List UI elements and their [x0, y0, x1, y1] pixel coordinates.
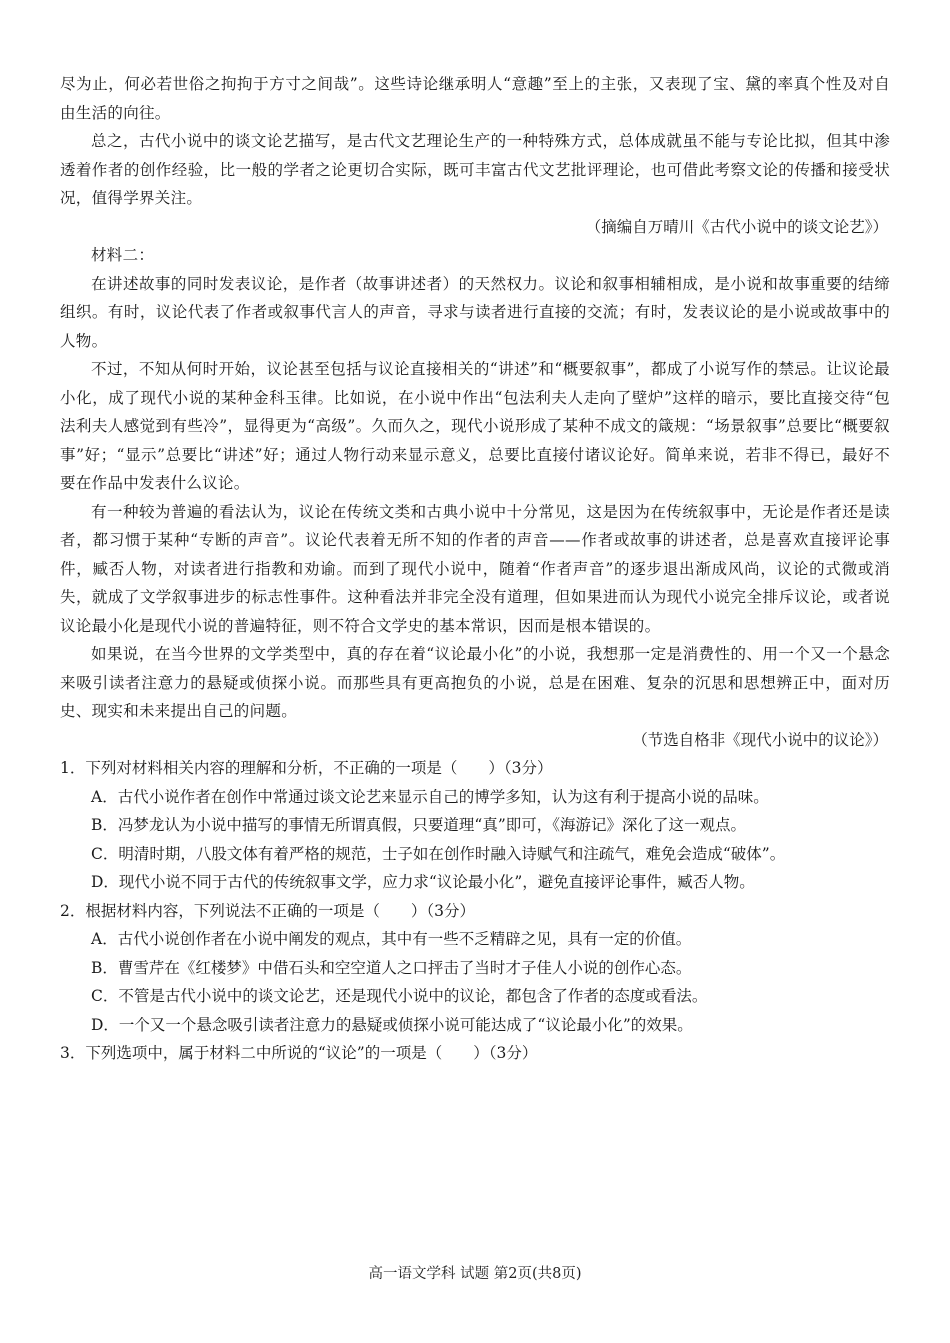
question-option: C．不管是古代小说中的谈文论艺，还是现代小说中的议论，都包含了作者的态度或看法。: [91, 987, 708, 1005]
source-citation: （摘编自万晴川《古代小说中的谈文论艺》）: [585, 217, 888, 236]
exam-page: [60, 70, 890, 1068]
question-option: D．一个又一个悬念吸引读者注意力的悬疑或侦探小说可能达成了“议论最小化”的效果。: [91, 1015, 693, 1034]
paragraph: 如果说，在当今世界的文学类型中，真的存在着“议论最小化”的小说，我想那一定是消费性的、用一个又一个悬念来吸引读者注意力的悬疑或侦探小说。而那些具有更高抱负的小说，总是在困难、复杂的沉思和思想辨正中，面对历史、现实和未来提出自己的问题。: [60, 645, 890, 720]
source-citation: （节选自格非《现代小说中的议论》）: [632, 730, 888, 749]
question-option: A．古代小说创作者在小说中阐发的观点，其中有一些不乏精辟之见，具有一定的价值。: [91, 930, 692, 948]
paragraph: 有一种较为普遍的看法认为，议论在传统文类和古典小说中十分常见，这是因为在传统叙事中，无论是作者还是读者，都习惯于某种“专断的声音”。议论代表着无所不知的作者的声音——作者或故事的讲述者，总是喜欢直接评论事件，臧否人物，对读者进行指教和劝谕。而到了现代小说中，随着“作者声音”的逐步退出渐成风尚，议论的式微或消失，就成了文学叙事进步的标志性事件。这种看法并非完全没有道理，但如果进而认为现代小说完全排斥议论，或者说议论最小化是现代小说的普遍特征，则不符合文学史的基本常识，因而是根本错误的。: [60, 502, 890, 635]
paragraph: 在讲述故事的同时发表议论，是作者（故事讲述者）的天然权力。议论和叙事相辅相成，是小说和故事重要的结缔组织。有时，议论代表了作者或叙事代言人的声音，寻求与读者进行直接的交流；有时，发表议论的是小说或故事中的人物。: [60, 274, 890, 350]
paragraph: 总之，古代小说中的谈文论艺描写，是古代文艺理论生产的一种特殊方式，总体成就虽不能与专论比拟，但其中渗透着作者的创作经验，比一般的学者之论更切合实际，既可丰富古代文艺批评理论，也可借此考察文论的传播和接受状况，值得学界关注。: [60, 132, 890, 207]
question-option: B．曹雪芹在《红楼梦》中借石头和空空道人之口抨击了当时才子佳人小说的创作心态。: [91, 958, 692, 977]
question-option: B．冯梦龙认为小说中描写的事情无所谓真假，只要道理“真”即可，《海游记》深化了这一观点。: [91, 816, 746, 834]
paragraph: 尽为止，何必若世俗之拘拘于方寸之间哉”。这些诗论继承明人“意趣”至上的主张，又表现了宝、黛的率真个性及对自由生活的向往。: [60, 75, 890, 122]
question-option: C．明清时期，八股文体有着严格的规范，士子如在创作时融入诗赋气和注疏气，难免会造成“破体”。: [91, 844, 786, 863]
paragraph: 不过，不知从何时开始，议论甚至包括与议论直接相关的“讲述”和“概要叙事”，都成了小说写作的禁忌。让议论最小化，成了现代小说的某种金科玉律。比如说，在小说中作出“包法利夫人走向了壁炉”这样的暗示，要比直接交待“包法利夫人感觉到有些冷”，显得更为“高级”。久而久之，现代小说形成了某种不成文的箴规：“场景叙事”总要比“概要叙事”好；“显示”总要比“讲述”好；通过人物行动来显示意义，总要比直接付诸议论好。简单来说，若非不得已，最好不要在作品中发表什么议论。: [60, 360, 890, 492]
question-option: D．现代小说不同于古代的传统叙事文学，应力求“议论最小化”，避免直接评论事件，臧否人物。: [91, 873, 755, 891]
question-stem: 2．根据材料内容，下列说法不正确的一项是（ ）（3分）: [60, 901, 475, 920]
material-heading: 材料二：: [91, 246, 155, 264]
question-stem: 1．下列对材料相关内容的理解和分析，不正确的一项是（ ）（3分）: [60, 759, 553, 777]
page-footer: 高一语文学科 试题 第2页(共8页): [368, 1266, 582, 1282]
question-stem: 3．下列选项中，属于材料二中所说的“议论”的一项是（ ）（3分）: [60, 1044, 538, 1062]
question-option: A．古代小说作者在创作中常通过谈文论艺来显示自己的博学多知，认为这有利于提高小说的品味。: [91, 787, 769, 806]
